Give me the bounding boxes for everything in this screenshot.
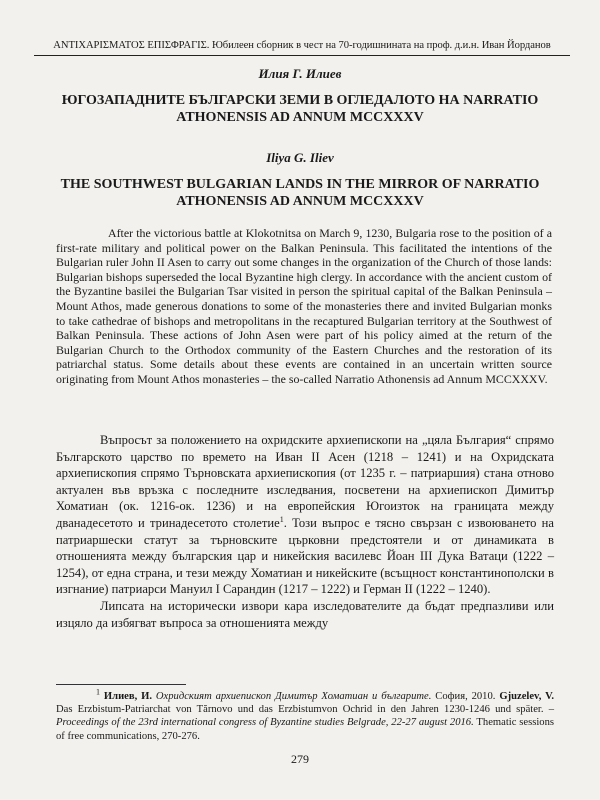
footnote-text: Das Erzbistum-Patriarchat von Tărnovo und das Erzbistumvon Ochrid in den Jahren 1230-1246 und später. – <box>56 704 554 716</box>
running-header: ANTIXAPIΣMATOΣ EΠIΣΦPAΓIΣ. Юбилеен сборник в чест на 70-годишнината на проф. д.и.н. Иван Йорданов <box>34 40 570 56</box>
footnote-number: 1 <box>96 687 100 697</box>
footnote <box>56 687 555 743</box>
paragraph <box>56 432 554 598</box>
body-text <box>56 432 554 631</box>
footnote-author: Gjuzelev, V. <box>499 691 555 702</box>
article-title-english: THE SOUTHWEST BULGARIAN LANDS IN THE MIRROR OF NARRATIO ATHONENSIS AD ANNUM MCCXXXV <box>60 177 540 209</box>
paragraph-text: . Този въпрос е тясно свързан с извоюването на патриаршески статут за търновските църковни предстоятели и от динамиката в отношенията между българския цар и никейския василевс Йоан III Дука Ватаци (1222 – 1254), от една страна, и тези между Хоматиан и никейските (всъщност константинополски в изгнание) патриарси Мануил I Сарандин (1217 – 1222) и Герман II (1222 – 1240). <box>56 515 554 597</box>
footnote-divider <box>56 684 186 685</box>
footnote-reference[interactable]: 1 <box>279 514 284 524</box>
author-name-english: Iliya G. Iliev <box>266 150 334 165</box>
page-number: 279 <box>291 752 309 766</box>
footnote-place: София, 2010. <box>435 691 496 702</box>
author-name-bulgarian: Илия Г. Илиев <box>258 66 342 81</box>
article-title-bulgarian: ЮГОЗАПАДНИТЕ БЪЛГАРСКИ ЗЕМИ В ОГЛЕДАЛОТО НА NARRATIO ATHONENSIS AD ANNUM MCCXXXV <box>61 93 539 125</box>
footnote-proceedings: Proceedings of the 23rd international congress of Byzantine studies Belgrade, 22-27 august 2016. <box>56 717 474 729</box>
footnote-text: Thematic sessions of free communications, 270-276. <box>56 717 554 742</box>
paragraph: Липсата на исторически извори кара изследователите да бъдат предпазливи или изцяло да избягват въпроса за отношенията между <box>56 598 554 630</box>
footnote-title: Охридският архиепископ Димитър Хоматиан и българите. <box>155 691 432 702</box>
footnote-author: Илиев, И. <box>103 691 153 702</box>
paragraph-text: Въпросът за положението на охридските архиепископи на „цяла България“ спрямо Българското царство по времето на Иван II Асен (1218 – 1241) и на Охридската архиепископия спрямо Търновската архиепископия (от 1235 г. – патриаршия) стана отново актуален във връзка с последните изследвания, посветени на архиепископ Димитър Хоматиан (ок. 1216-ок. 1236) и на европейския Югоизток на границата между дванадесетото и тринадесетото столетие <box>56 433 554 530</box>
abstract: After the victorious battle at Klokotnitsa on March 9, 1230, Bulgaria rose to the position of a first-rate military and political power on the Balkan Peninsula. This facilitated the intentions of the Bulgarian ruler John II Asen to carry out some changes in the organization of the Church of those lands: Bulgarian bishops superseded the local Byzantine high clergy. In accordance with the ancient custom of the Byzantine basilei the Bulgarian Tsar visited in person the spiritual capital of the Balkan Peninsula – Mount Athos, made generous donations to some of the monasteries there and invited Bulgarian monks to take cathedrae of bishops and metropolitans in the recaptured Bulgarian territory at the Southwest of Balkan Peninsula. These actions of John Asen were part of his policy aimed at the return of the Bulgarian Church to the Orthodox community of the Eastern Churches and the restoration of its patriarchal status. Some details about these events are contained in an uncertain written source originating from Mount Athos monasteries – the so-called Narratio Athonensis ad Annum MCCXXXV. <box>56 226 552 386</box>
